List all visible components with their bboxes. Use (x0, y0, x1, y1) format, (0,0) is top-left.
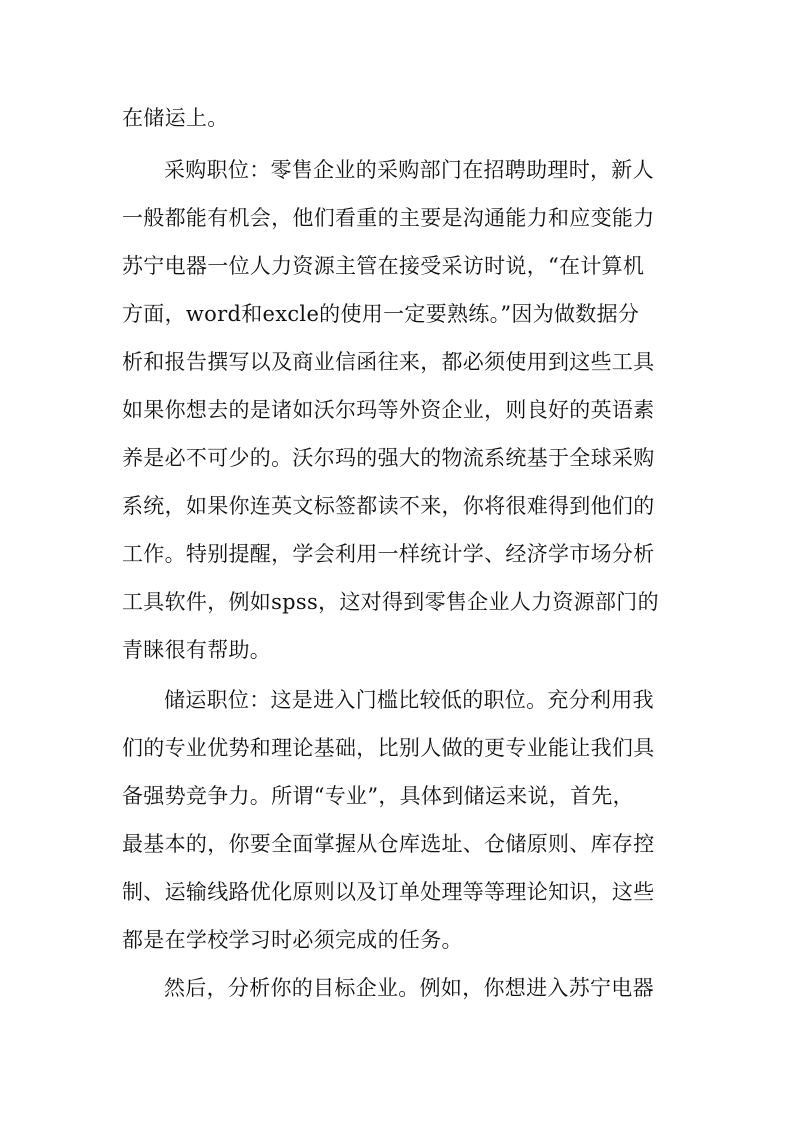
text-line: 青睐很有帮助。 (122, 638, 272, 662)
text-line: 都是在学校学习时必须完成的任务。 (122, 928, 463, 952)
text-line: 备强势竞争力。所谓“专业”，具体到储运来说，首先， (122, 784, 634, 808)
text-line: 方面，word和excle的使用一定要熟练。”因为做数据分 (122, 302, 640, 326)
text-line: 析和报告撰写以及商业信函往来，都必须使用到这些工具 (122, 350, 655, 374)
text-line: 们的专业优势和理论基础，比别人做的更专业能让我们具 (122, 736, 655, 760)
text-line: 一般都能有机会，他们看重的主要是沟通能力和应变能力 (122, 206, 655, 230)
text-line: 系统，如果你连英文标签都读不来，你将很难得到他们的 (122, 494, 655, 518)
text-line: 在储运上。 (122, 106, 229, 130)
text-line: 苏宁电器一位人力资源主管在接受采访时说，“在计算机 (122, 254, 645, 278)
text-line: 工作。特别提醒，学会利用一样统计学、经济学市场分析 (122, 542, 655, 566)
text-line: 最基本的，你要全面掌握从仓库选址、仓储原则、库存控 (122, 832, 655, 856)
text-line: 工具软件，例如spss，这对得到零售企业人力资源部门的 (122, 590, 659, 614)
paragraph-analysis-start: 然后，分析你的目标企业。例如，你想进入苏宁电器 (164, 976, 654, 1000)
text-line: 制、运输线路优化原则以及订单处理等等理论知识，这些 (122, 880, 655, 904)
paragraph-storage-start: 储运职位：这是进入门槛比较低的职位。充分利用我 (164, 688, 654, 712)
text-line: 如果你想去的是诸如沃尔玛等外资企业，则良好的英语素 (122, 398, 655, 422)
paragraph-procurement-start: 采购职位：零售企业的采购部门在招聘助理时，新人 (164, 158, 654, 182)
text-line: 养是必不可少的。沃尔玛的强大的物流系统基于全球采购 (122, 446, 655, 470)
